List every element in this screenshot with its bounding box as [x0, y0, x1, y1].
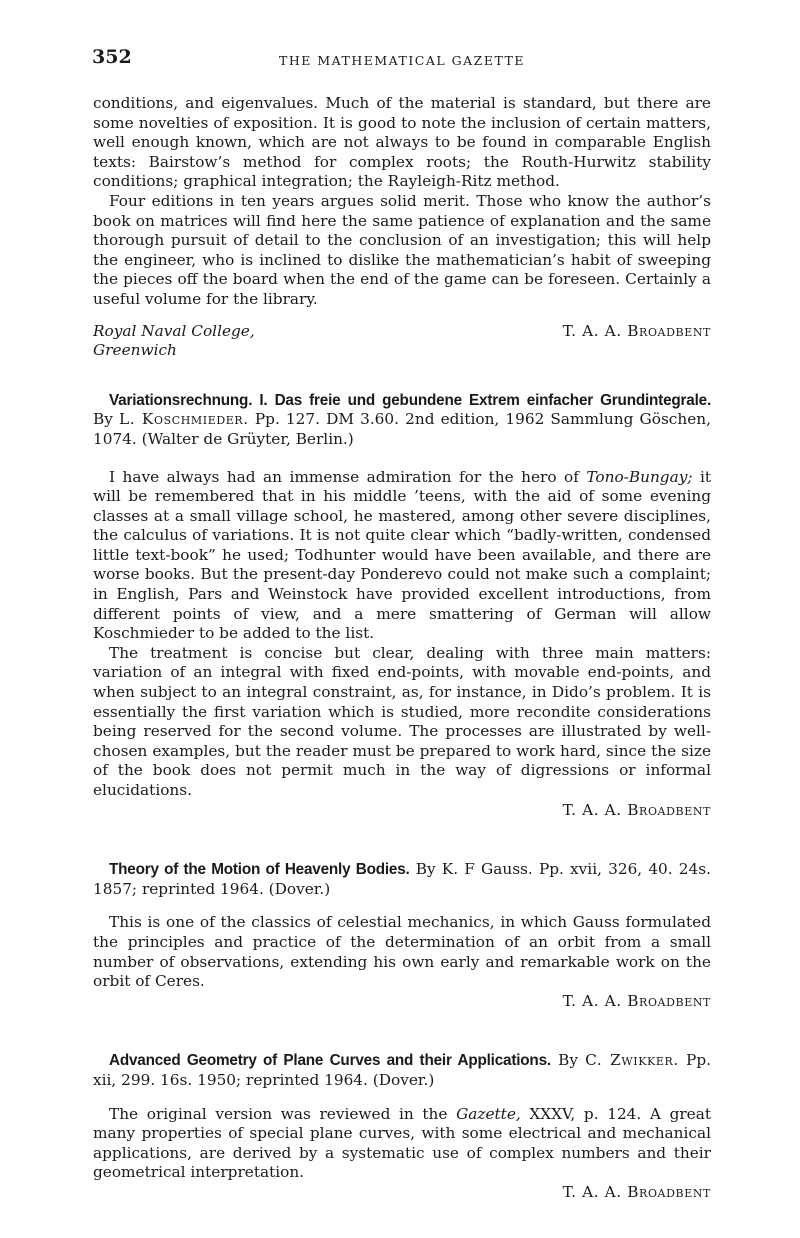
reviewer-name: T. A. A. Broadbent	[562, 321, 711, 340]
book-review	[93, 1051, 711, 1202]
reviewer-affiliation: Greenwich	[93, 341, 177, 360]
signature-block	[93, 322, 711, 361]
book-title: Variationsrechnung. I. Das freie und gebundene Extrem einfacher Grundintegrale.	[109, 391, 711, 409]
review-heading	[93, 1051, 711, 1090]
book-title: Theory of the Motion of Heavenly Bodies.	[109, 861, 410, 879]
review-paragraph: The original version was reviewed in the Gazette, XXXV, p. 124. A great many properties of special plane curves, with some electrical and mechanical applications, are derived by a systematic use of complex numbers and their geometrical interpretation.	[93, 1104, 712, 1182]
review-paragraph: The treatment is concise but clear, dealing with three main matters: variation of an integral with fixed end-points, with movable end-points, and when subject to an integral constraint, as, for instance, in Dido’s problem. It is essentially the first variation which is studied, more recondite considerations being reserved for the second volume. The processes are illustrated by well-chosen examples, but the reader must be prepared to work hard, since the size of the book does not permit much in the way of digressions or informal elucidations.	[93, 643, 711, 799]
book-author: C. Zwikker.	[585, 1051, 679, 1070]
reviewer-name: T. A. A. Broadbent	[562, 991, 711, 1010]
review-paragraph: Four editions in ten years argues solid merit. Those who know the author’s book on matrices will find here the same patience of explanation and the same thorough pursuit of detail to the conclusion of an investigation; this will help the engineer, who is inclined to dislike the mathematician’s habit of sweeping the pieces off the board when the end of the game can be foreseen. Certainly a useful volume for the library.	[93, 191, 711, 308]
reviewer-name: T. A. A. Broadbent	[562, 1182, 711, 1201]
reviewer-name: T. A. A. Broadbent	[562, 800, 711, 819]
book-details: Pp. 127. DM 3.60. 2nd edition, 1962 Sammlung Göschen, 1074. (Walter de Grüyter, Berlin.)	[93, 410, 711, 448]
review-continued	[93, 94, 711, 361]
book-author: Gauss.	[481, 860, 533, 879]
book-review	[93, 860, 711, 1011]
review-paragraph: This is one of the classics of celestial mechanics, in which Gauss formulated the principles and practice of the determination of an orbit from a small number of observations, extending his own early and remarkable work on the orbit of Ceres.	[93, 913, 711, 991]
reviewer-affiliation: Royal Naval College,	[93, 321, 255, 340]
by-text: By K. F	[415, 860, 475, 879]
running-head: THE MATHEMATICAL GAZETTE	[279, 53, 525, 68]
book-author: L. Koschmieder.	[119, 410, 249, 429]
page-number: 352	[92, 46, 132, 68]
review-paragraph: conditions, and eigenvalues. Much of the material is standard, but there are some novelties of exposition. It is good to note the inclusion of certain matters, well enough known, which are not always to be found in comparable English texts: Bairstow’s method for complex roots; the Routh-Hurwitz stability conditions; graphical integration; the Rayleigh-Ritz method.	[93, 94, 711, 191]
book-details: Pp. xii, 299. 16s. 1950; reprinted 1964. (Dover.)	[93, 1051, 711, 1089]
review-heading	[93, 391, 711, 450]
review-heading	[93, 860, 711, 899]
book-details: Pp. xvii, 326, 40. 24s. 1857; reprinted 1964. (Dover.)	[93, 860, 711, 898]
book-review	[93, 391, 711, 820]
page-header	[93, 46, 711, 76]
journal-page	[93, 46, 711, 1203]
book-title: Advanced Geometry of Plane Curves and their Applications.	[109, 1052, 551, 1070]
by-text: By	[558, 1051, 578, 1070]
review-paragraph: I have always had an immense admiration for the hero of Tono-Bungay; it will be remembered that in his middle ’teens, with the aid of some evening classes at a small village school, he mastered, among other severe disciplines, the calculus of variations. It is not quite clear which “badly-written, condensed little text-book” he used; Todhunter would have been available, and there are worse books. But the present-day Ponderevo could not make such a complaint; in English, Pars and Weinstock have provided excellent introductions, from different points of view, and a mere smattering of German will allow Koschmieder to be added to the list.	[93, 467, 712, 643]
by-text: By	[93, 410, 113, 429]
